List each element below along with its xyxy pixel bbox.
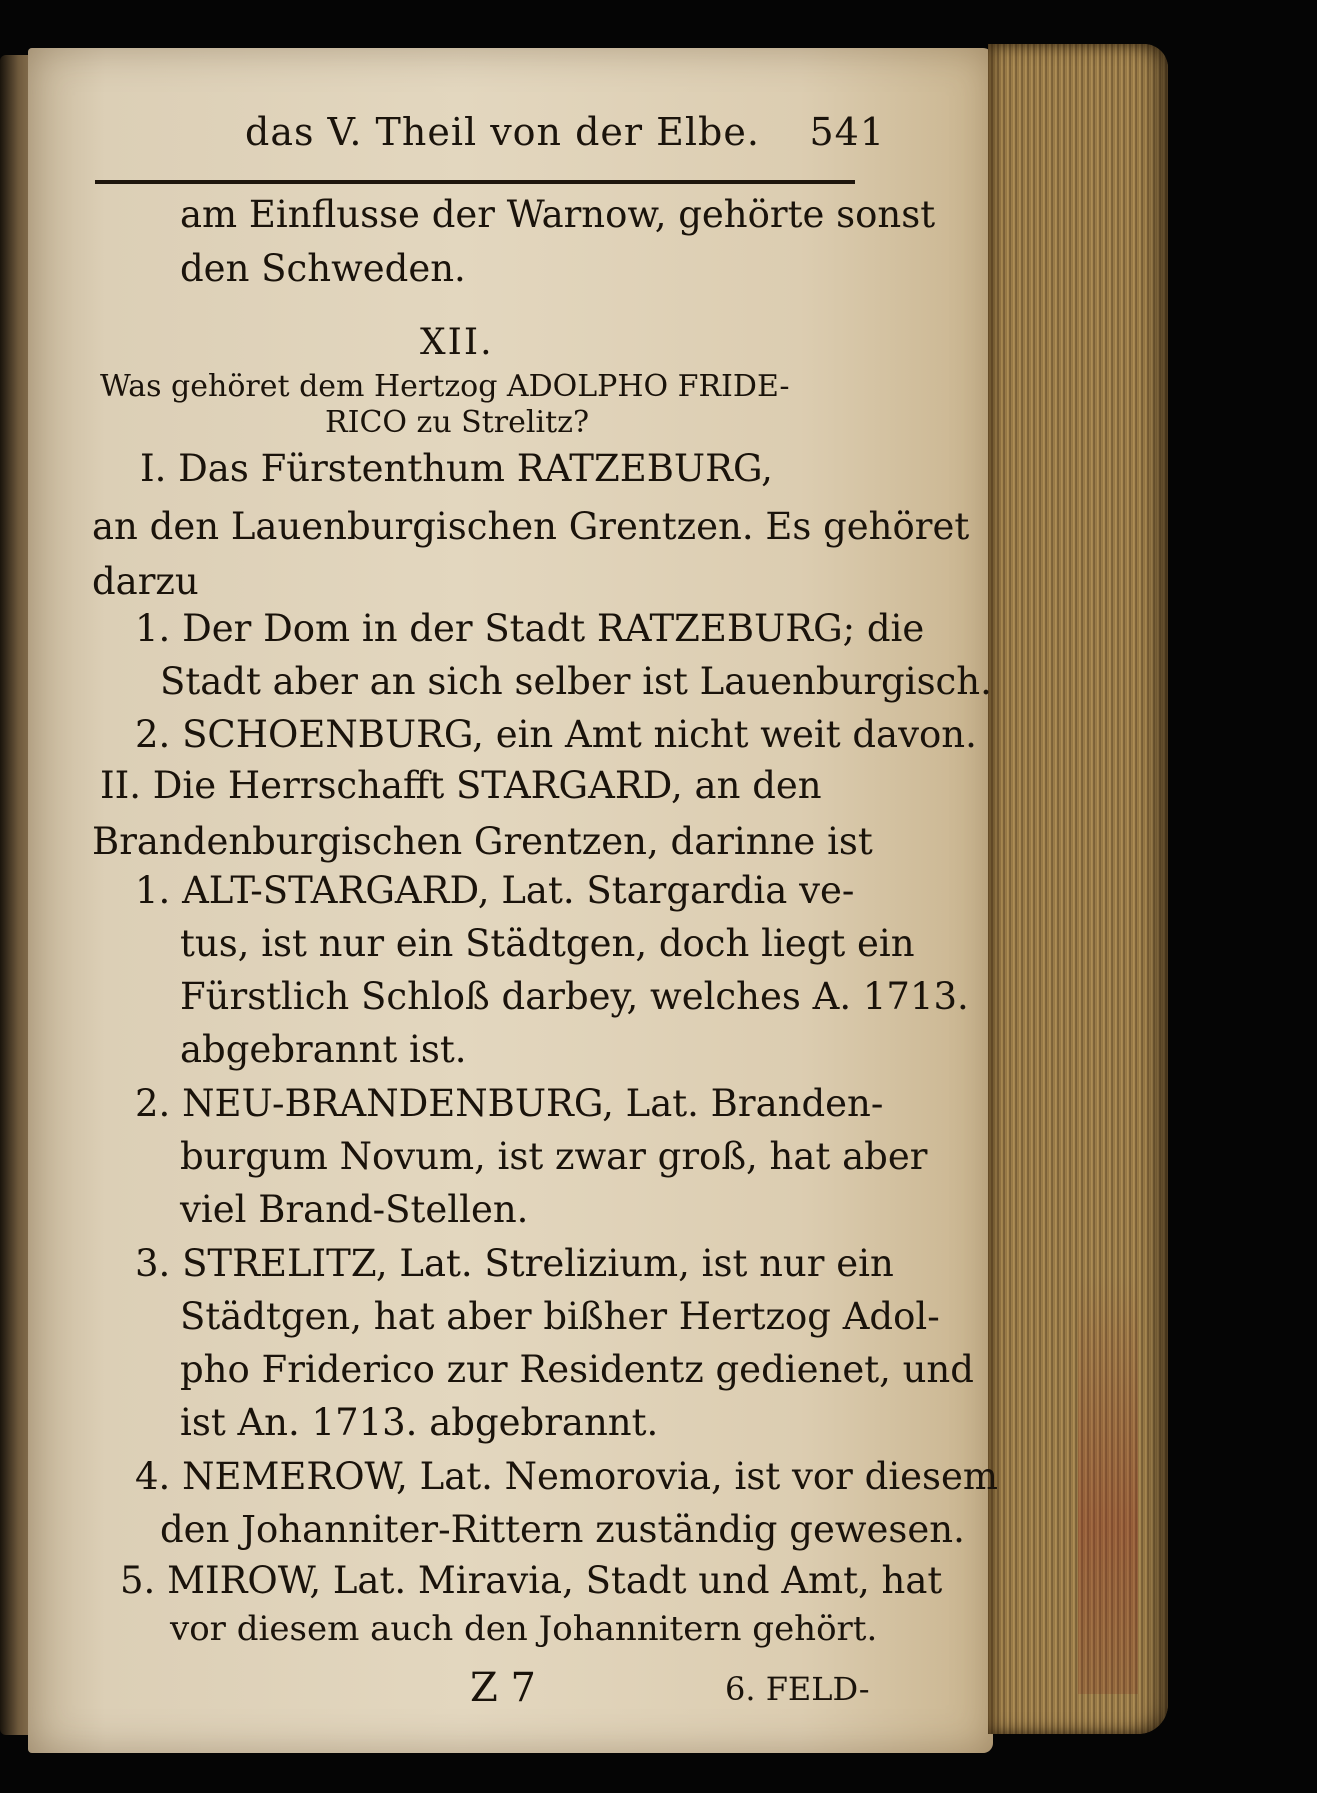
section-number: XII. xyxy=(420,322,494,363)
text-line: darzu xyxy=(92,560,199,603)
fore-edge-stain xyxy=(1078,1274,1138,1694)
list-item: 3. STRELITZ, Lat. Strelizium, ist nur ein xyxy=(135,1242,894,1285)
text-line: pho Friderico zur Residentz gedienet, und xyxy=(180,1348,974,1391)
catchword: 6. FELD- xyxy=(725,1670,870,1708)
running-head xyxy=(245,110,885,160)
section-question-cont: RICO zu Strelitz? xyxy=(325,405,590,440)
text-line: tus, ist nur ein Städtgen, doch liegt ein xyxy=(180,922,915,965)
header-rule xyxy=(95,180,855,184)
text-line: am Einflusse der Warnow, gehörte sonst xyxy=(180,193,936,236)
running-head-title: das V. Theil von der Elbe. xyxy=(245,110,760,154)
text-line: den Schweden. xyxy=(180,247,466,290)
list-item: 2. SCHOENBURG, ein Amt nicht weit davon. xyxy=(135,713,977,756)
text-line: Fürstlich Schloß darbey, welches A. 1713. xyxy=(180,975,969,1018)
signature-mark: Z 7 xyxy=(470,1665,536,1711)
list-item: 4. NEMEROW, Lat. Nemorovia, ist vor diesem xyxy=(135,1455,999,1498)
text-line: II. Die Herrschafft STARGARD, an den xyxy=(100,764,822,807)
text-line: an den Lauenburgischen Grentzen. Es gehöret xyxy=(92,505,970,548)
text-line: vor diesem auch den Johannitern gehört. xyxy=(170,1609,878,1649)
page-fore-edge xyxy=(988,44,1168,1734)
text-line: Stadt aber an sich selber ist Lauenburgisch. xyxy=(160,660,992,703)
text-line: den Johanniter-Rittern zuständig gewesen. xyxy=(160,1508,965,1551)
text-line: Brandenburgischen Grentzen, darinne ist xyxy=(92,820,873,863)
section-question: Was gehöret dem Hertzog ADOLPHO FRIDE- xyxy=(100,369,790,404)
list-item: 2. NEU-BRANDENBURG, Lat. Branden- xyxy=(135,1082,884,1125)
text-line: viel Brand-Stellen. xyxy=(180,1188,529,1231)
text-line: abgebrannt ist. xyxy=(180,1028,467,1071)
text-line: ist An. 1713. abgebrannt. xyxy=(180,1401,659,1444)
list-item: 5. MIROW, Lat. Miravia, Stadt und Amt, hat xyxy=(120,1559,943,1602)
text-line: burgum Novum, ist zwar groß, hat aber xyxy=(180,1135,928,1178)
page-number: 541 xyxy=(809,110,885,154)
list-item: 1. Der Dom in der Stadt RATZEBURG; die xyxy=(135,607,925,650)
text-line: I. Das Fürstenthum RATZEBURG, xyxy=(140,447,773,490)
list-item: 1. ALT-STARGARD, Lat. Stargardia ve- xyxy=(135,869,855,912)
text-line: Städtgen, hat aber bißher Hertzog Adol- xyxy=(180,1295,940,1338)
